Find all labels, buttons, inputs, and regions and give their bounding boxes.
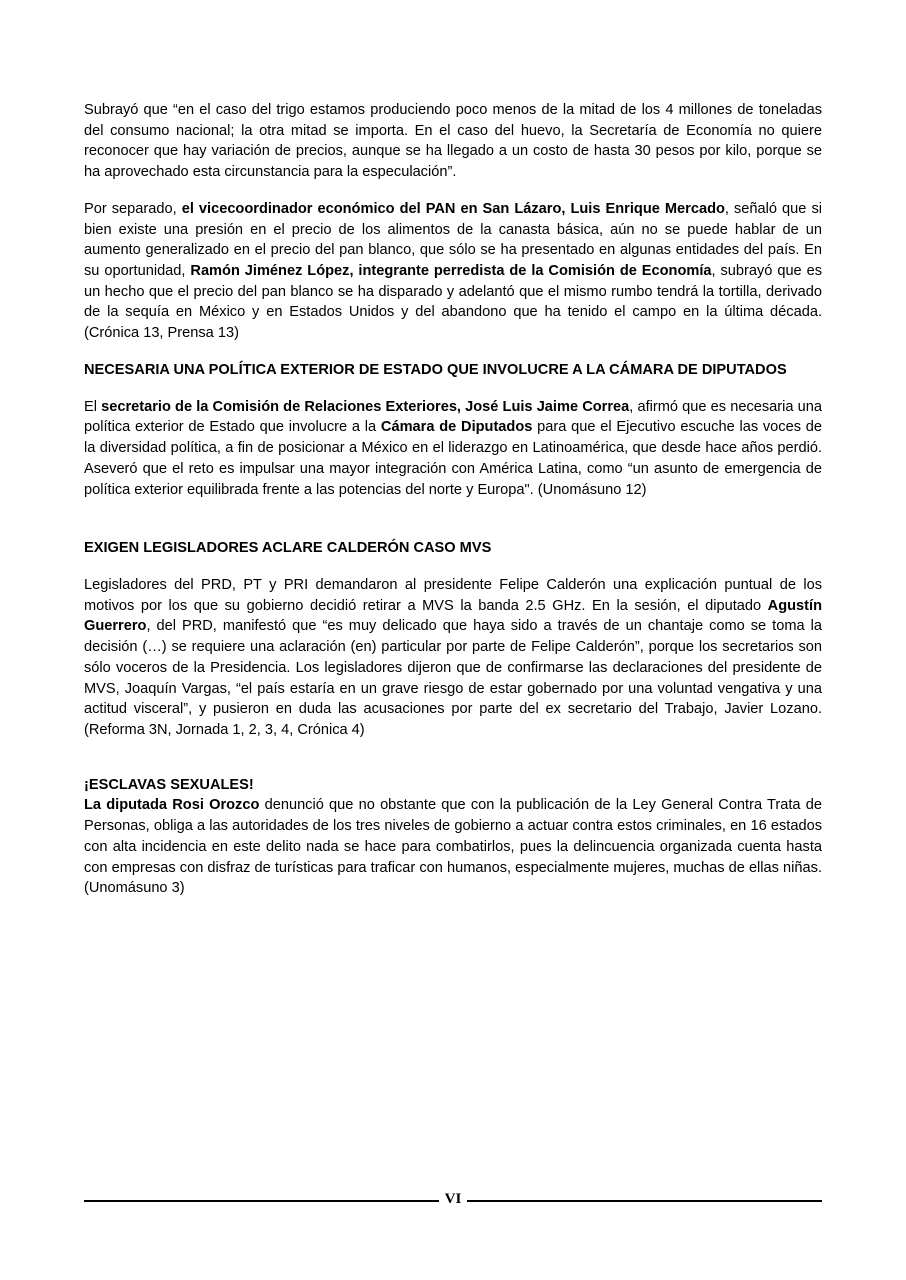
section-spacer-2 <box>84 757 822 775</box>
section-heading-esclavas-sexuales: ¡ESCLAVAS SEXUALES! <box>84 776 254 793</box>
document-body <box>84 100 822 899</box>
paragraph-caso-mvs: Legisladores del PRD, PT y PRI demandaron al presidente Felipe Calderón una explicación puntual de los motivos por los que su gobierno decidió retirar a MVS la banda 2.5 GHz. En la sesión, el diputado Agustín Guerrero, del PRD, manifestó que “es muy delicado que haya sido a través de un chantaje como se toma la decisión (…) se requiere una aclaración (en) particular por parte de Felipe Calderón”, porque los secretarios son sólo voceros de la Presidencia. Los legisladores dijeron que de confirmarse las declaraciones del presidente de MVS, Joaquín Vargas, “el país estaría en un grave riesgo de estar gobernado por una voluntad vengativa y una actitud visceral”, y pusieron en duda las acusaciones por parte del ex secretario del Trabajo, Javier Lozano. (Reforma 3N, Jornada 1, 2, 3, 4, Crónica 4) <box>84 576 822 738</box>
section-spacer <box>84 516 822 538</box>
paragraph-pan-mercado: Por separado, el vicecoordinador económico del PAN en San Lázaro, Luis Enrique Mercado, señaló que si bien existe una presión en el precio de los alimentos de la canasta básica, aún no se puede hablar de un aumento generalizado en el precio del pan blanco, que sólo se ha presentado en algunas entidades del país. En su oportunidad, Ramón Jiménez López, integrante perredista de la Comisión de Economía, subrayó que es un hecho que el precio del pan blanco se ha disparado y adelantó que el mismo rumbo tendrá la tortilla, derivado de la sequía en México y en Estados Unidos y del abandono que ha tenido el campo en la última década. (Crónica 13, Prensa 13) <box>84 200 823 342</box>
page-footer <box>84 1190 822 1212</box>
paragraph-relaciones-exteriores: El secretario de la Comisión de Relaciones Exteriores, José Luis Jaime Correa, afirmó que es necesaria una política exterior de Estado que involucre a la Cámara de Diputados para que el Ejecutivo escuche las voces de la diversidad política, a fin de posicionar a México en el liderazgo en Latinoamérica, que desde hace años perdió. Aseveró que el reto es impulsar una mayor integración con América Latina, como “un asunto de emergencia de política exterior equilibrada frente a las potencias del norte y Europa". (Unomásuno 12) <box>84 398 822 498</box>
page-number-value: VI <box>439 1191 468 1207</box>
section-heading-politica-exterior: NECESARIA UNA POLÍTICA EXTERIOR DE ESTADO QUE INVOLUCRE A LA CÁMARA DE DIPUTADOS <box>84 361 787 378</box>
section-heading-caso-mvs: EXIGEN LEGISLADORES ACLARE CALDERÓN CASO MVS <box>84 540 492 557</box>
paragraph-trigo: Subrayó que “en el caso del trigo estamos produciendo poco menos de la mitad de los 4 millones de toneladas del consumo nacional; la otra mitad se importa. En el caso del huevo, la Secretaría de Economía no quiere reconocer que hay variación de precios, aunque se ha llegado a un costo de hasta 30 pesos por kilo, porque se ha aprovechado esta circunstancia para la especulación”. <box>84 102 822 181</box>
paragraph-esclavas-sexuales: La diputada Rosi Orozco denunció que no obstante que con la publicación de la Ley General Contra Trata de Personas, obliga a las autoridades de los tres niveles de gobierno a actuar contra estos criminales, en 16 estados con alta incidencia en este delito nada se hace para combatirlos, pues la delincuencia organizada cuenta hasta con empresas con disfraz de turísticas para traficar con humanos, especialmente mujeres, muchas de ellas niñas. (Unomásuno 3) <box>84 797 822 897</box>
footer-page-number <box>84 1190 822 1208</box>
